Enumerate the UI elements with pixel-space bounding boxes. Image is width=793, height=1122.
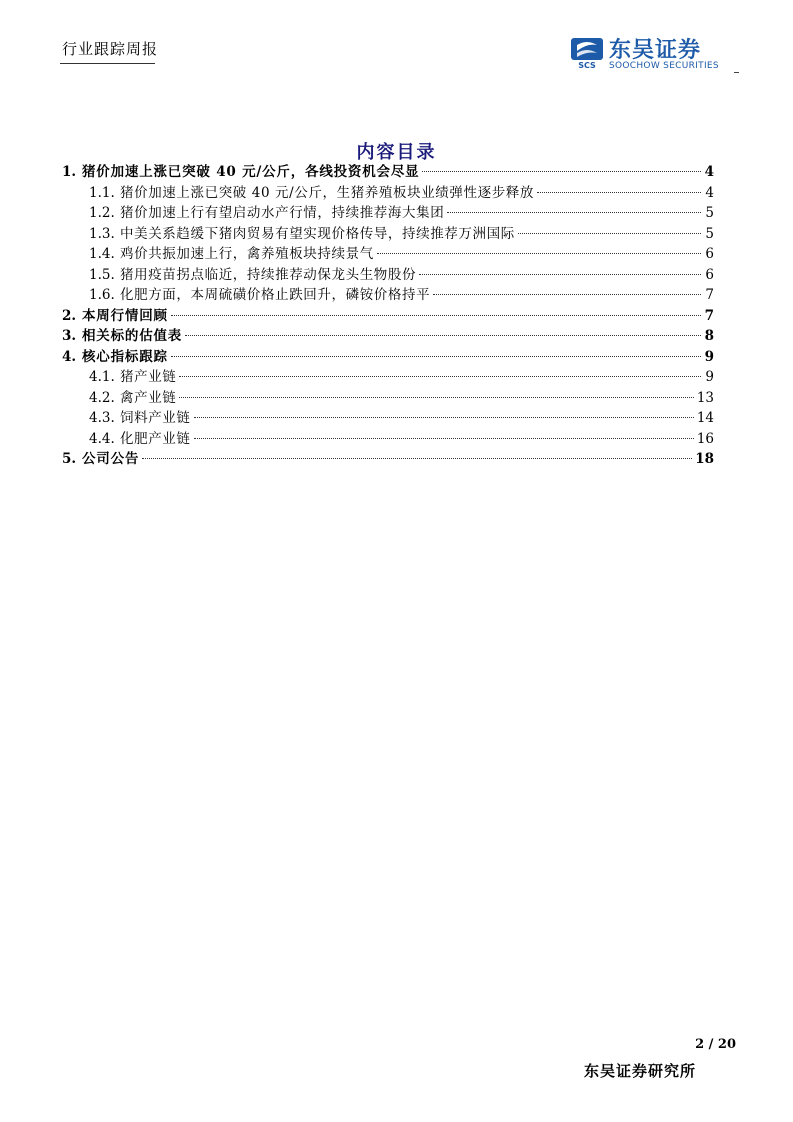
- toc-entry-page: 5: [705, 225, 714, 242]
- logo-badge: SCS: [578, 61, 596, 70]
- toc-leader-dots: [518, 232, 701, 234]
- toc-entry-text: 禽产业链: [120, 389, 177, 406]
- toc-entry[interactable]: [62, 326, 714, 347]
- toc-entry[interactable]: [62, 367, 714, 388]
- toc-entry-text: 化肥方面，本周硫磺价格止跌回升，磷铵价格持平: [120, 287, 431, 303]
- toc-leader-dots: [185, 334, 701, 336]
- toc-leader-dots: [537, 191, 701, 193]
- company-logo: [570, 33, 740, 75]
- soochow-logo-icon: [570, 36, 604, 70]
- header-mark: [734, 72, 739, 73]
- toc-entry[interactable]: [62, 306, 714, 327]
- toc-leader-dots: [419, 273, 701, 275]
- report-type-label: 行业跟踪周报: [62, 40, 159, 58]
- toc-entry-text: 本周行情回顾: [82, 307, 168, 324]
- toc-entry[interactable]: [62, 408, 714, 429]
- toc-entry-page: 8: [704, 328, 714, 344]
- toc-entry[interactable]: [62, 449, 714, 470]
- toc-entry-text: 化肥产业链: [120, 430, 191, 447]
- toc-entry-page: 6: [705, 246, 714, 262]
- toc-leader-dots: [422, 170, 701, 172]
- toc-entry-page: 9: [704, 348, 714, 365]
- toc-entry-number: 5.: [62, 451, 77, 467]
- toc-entry-text: 公司公告: [82, 451, 140, 467]
- page-number: 2 / 20: [695, 1037, 736, 1052]
- toc-entry-number: 1.2.: [89, 205, 115, 221]
- toc-entry-number: 4.4.: [89, 430, 115, 447]
- toc-entry-page: 7: [705, 287, 714, 303]
- toc-entry[interactable]: [62, 429, 714, 450]
- toc-entry-text: 核心指标跟踪: [82, 348, 168, 365]
- toc-entry[interactable]: [62, 347, 714, 368]
- toc-entry-number: 1.5.: [89, 266, 115, 283]
- toc-leader-dots: [447, 211, 701, 213]
- toc-entry-text: 猪产业链: [120, 369, 177, 385]
- toc-entry-page: 13: [696, 389, 714, 406]
- toc-entry-page: 16: [696, 430, 714, 447]
- toc-entry-number: 1.: [62, 164, 77, 180]
- header-divider: [60, 63, 155, 64]
- toc-leader-dots: [171, 314, 701, 316]
- toc-entry-number: 4.2.: [89, 389, 115, 406]
- toc-entry[interactable]: [62, 244, 714, 265]
- toc-leader-dots: [433, 293, 701, 295]
- toc-leader-dots: [179, 396, 693, 398]
- toc-leader-dots: [194, 416, 694, 418]
- toc-entry-number: 4.1.: [89, 369, 115, 385]
- toc-entry-text: 猪用疫苗拐点临近，持续推荐动保龙头生物股份: [120, 266, 417, 283]
- toc-entry-text: 相关标的估值表: [82, 328, 183, 344]
- toc-entry[interactable]: [62, 203, 714, 224]
- toc-entry-number: 1.6.: [89, 287, 115, 303]
- toc-entry[interactable]: [62, 265, 714, 286]
- toc-leader-dots: [377, 252, 701, 254]
- toc-entry-page: 4: [705, 184, 714, 201]
- toc-entry-page: 6: [705, 266, 714, 283]
- footer-organization: 东吴证券研究所: [583, 1062, 696, 1080]
- toc-entry-number: 1.4.: [89, 246, 115, 262]
- toc-entry-page: 7: [704, 307, 714, 324]
- toc-entry-text: 猪价加速上涨已突破 40 元/公斤，各线投资机会尽显: [82, 164, 420, 180]
- toc-entry-page: 14: [696, 410, 714, 426]
- toc-entry-text: 中美关系趋缓下猪肉贸易有望实现价格传导，持续推荐万洲国际: [120, 225, 515, 242]
- toc-leader-dots: [194, 437, 694, 439]
- toc-entry-text: 猪价加速上行有望启动水产行情，持续推荐海大集团: [120, 205, 445, 221]
- toc-leader-dots: [179, 375, 701, 377]
- toc-title: 内容目录: [356, 142, 437, 163]
- logo-english-name: SOOCHOW SECURITIES: [609, 61, 719, 71]
- logo-chinese-name: 东吴证券: [609, 38, 702, 63]
- toc-entry-page: 9: [705, 369, 714, 385]
- toc-entry-text: 鸡价共振加速上行，禽养殖板块持续景气: [120, 246, 374, 262]
- toc-leader-dots: [142, 457, 692, 459]
- toc-entry[interactable]: [62, 285, 714, 306]
- toc-entry-page: 5: [705, 205, 714, 221]
- toc-entry[interactable]: [62, 183, 714, 204]
- toc-entry-number: 2.: [62, 307, 77, 324]
- toc-entry-page: 18: [695, 451, 714, 467]
- toc-entry-text: 猪价加速上涨已突破 40 元/公斤，生猪养殖板块业绩弹性逐步释放: [120, 184, 535, 201]
- toc-entry-number: 4.3.: [89, 410, 115, 426]
- toc-entry-number: 1.1.: [89, 184, 115, 201]
- toc-entry-number: 1.3.: [89, 225, 115, 242]
- toc-entry[interactable]: [62, 388, 714, 409]
- toc-entry[interactable]: [62, 162, 714, 183]
- toc-entry-text: 饲料产业链: [120, 410, 191, 426]
- table-of-contents: [62, 162, 714, 470]
- toc-entry-number: 3.: [62, 328, 77, 344]
- toc-entry-number: 4.: [62, 348, 77, 365]
- toc-entry[interactable]: [62, 224, 714, 245]
- toc-entry-page: 4: [704, 164, 714, 180]
- toc-leader-dots: [171, 355, 701, 357]
